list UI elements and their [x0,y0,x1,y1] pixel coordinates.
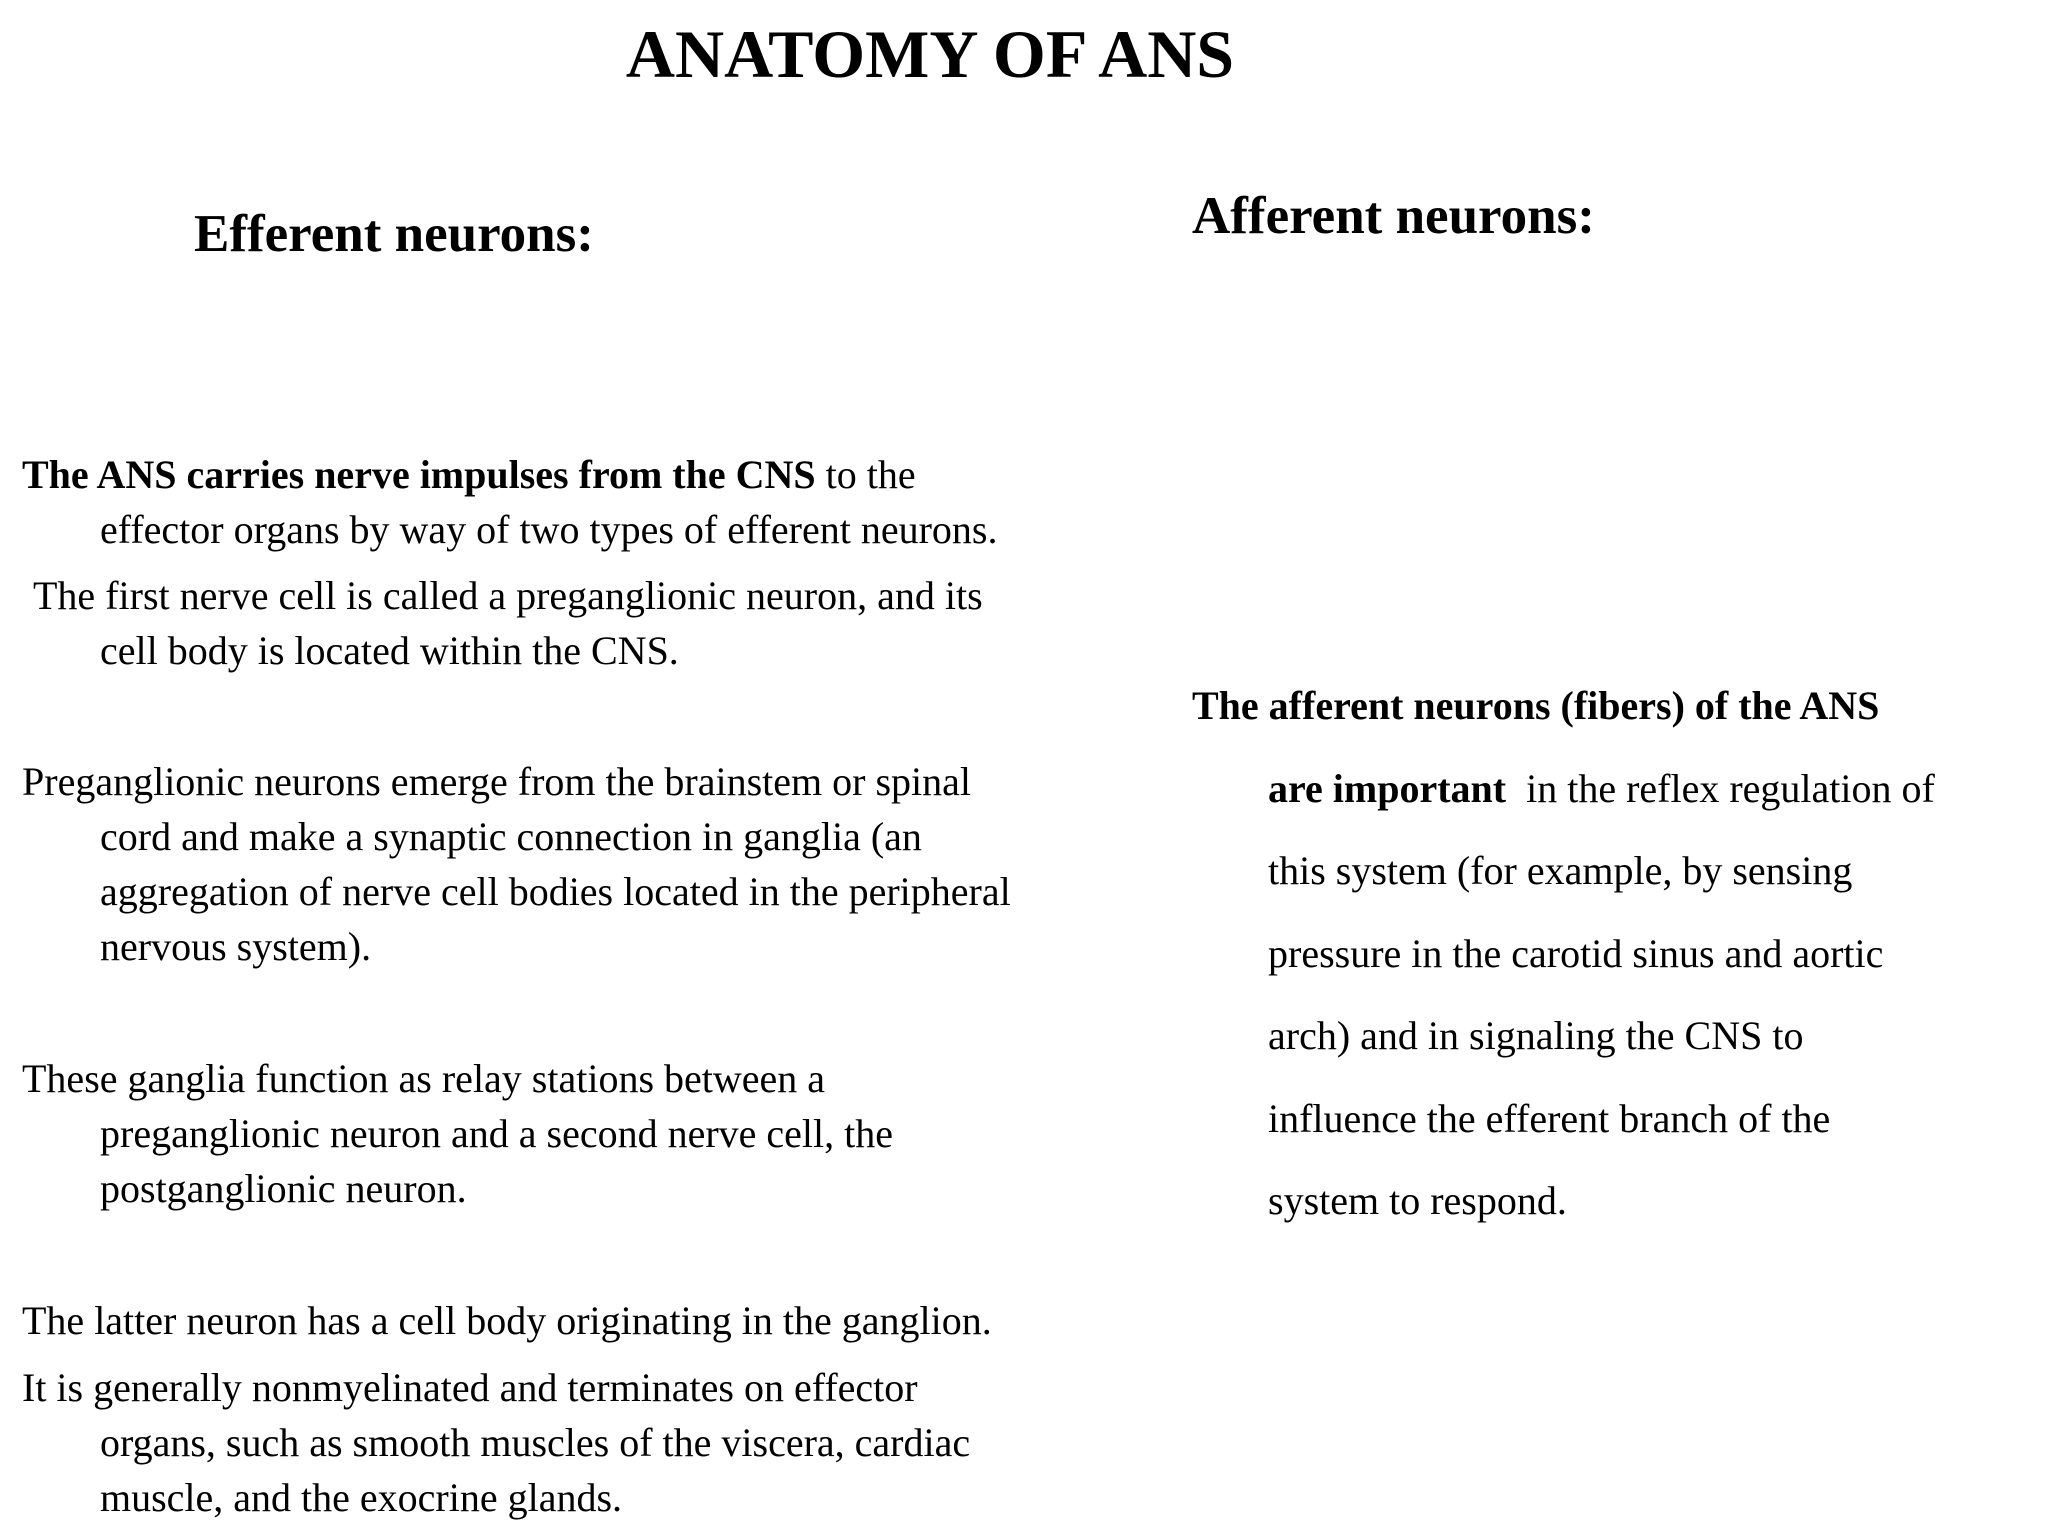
paragraph-line: aggregation of nerve cell bodies located in the peripheral [100,869,1011,914]
paragraph-line: cord and make a synaptic connection in ganglia (an [100,814,922,859]
text-run: to the [815,452,916,497]
paragraph-line: influence the efferent branch of the [1268,1095,1831,1141]
paragraph-line: effector organs by way of two types of efferent neurons. [100,507,998,552]
paragraph-line: The latter neuron has a cell body originating in the ganglion. [22,1298,992,1343]
bold-phrase: The ANS carries nerve impulses from the CNS [22,452,816,497]
paragraph-line: These ganglia function as relay stations between a [22,1056,826,1101]
paragraph-line: arch) and in signaling the CNS to [1268,1013,1804,1058]
paragraph-line: Preganglionic neurons emerge from the brainstem or spinal [22,759,972,804]
efferent-neurons-heading: Efferent neurons: [194,205,594,263]
efferent-paragraph-preganglionic-neurons [22,754,1011,974]
bold-phrase: are important [1268,765,1507,811]
paragraph-line: postganglionic neuron. [100,1166,467,1211]
paragraph-line: The afferent neurons (fibers) of the ANS [1192,683,1880,728]
paragraph-line: this system (for example, by sensing [1268,848,1853,893]
paragraph-line: The first nerve cell is called a preganglionic neuron, and its [33,573,983,618]
text-run: in the reflex regulation of [1506,765,1935,811]
efferent-paragraph-ganglia-relay [22,1051,893,1216]
efferent-paragraph-first-nerve-cell [33,568,983,678]
paragraph-line: system to respond. [1268,1178,1567,1223]
paragraph-line: nervous system). [100,924,372,969]
paragraph-line: preganglionic neuron and a second nerve cell, the [100,1111,894,1156]
paragraph-line: pressure in the carotid sinus and aortic [1268,930,1884,976]
paragraph-line: organs, such as smooth muscles of the viscera, cardiac [100,1420,971,1465]
paragraph-line [1192,748,1935,831]
efferent-paragraph-ans-carries-impulses [22,447,998,557]
afferent-paragraph [1192,665,1935,1243]
paragraph-line [22,447,998,502]
afferent-neurons-heading: Afferent neurons: [1192,187,1595,245]
efferent-paragraph-nonmyelinated [22,1360,970,1525]
paragraph-line: It is generally nonmyelinated and terminates on effector [22,1365,918,1410]
paragraph-line: cell body is located within the CNS. [100,628,679,673]
page-title: ANATOMY OF ANS [625,16,1235,92]
efferent-paragraph-latter-neuron [22,1293,992,1348]
paragraph-line: muscle, and the exocrine glands. [100,1475,623,1520]
